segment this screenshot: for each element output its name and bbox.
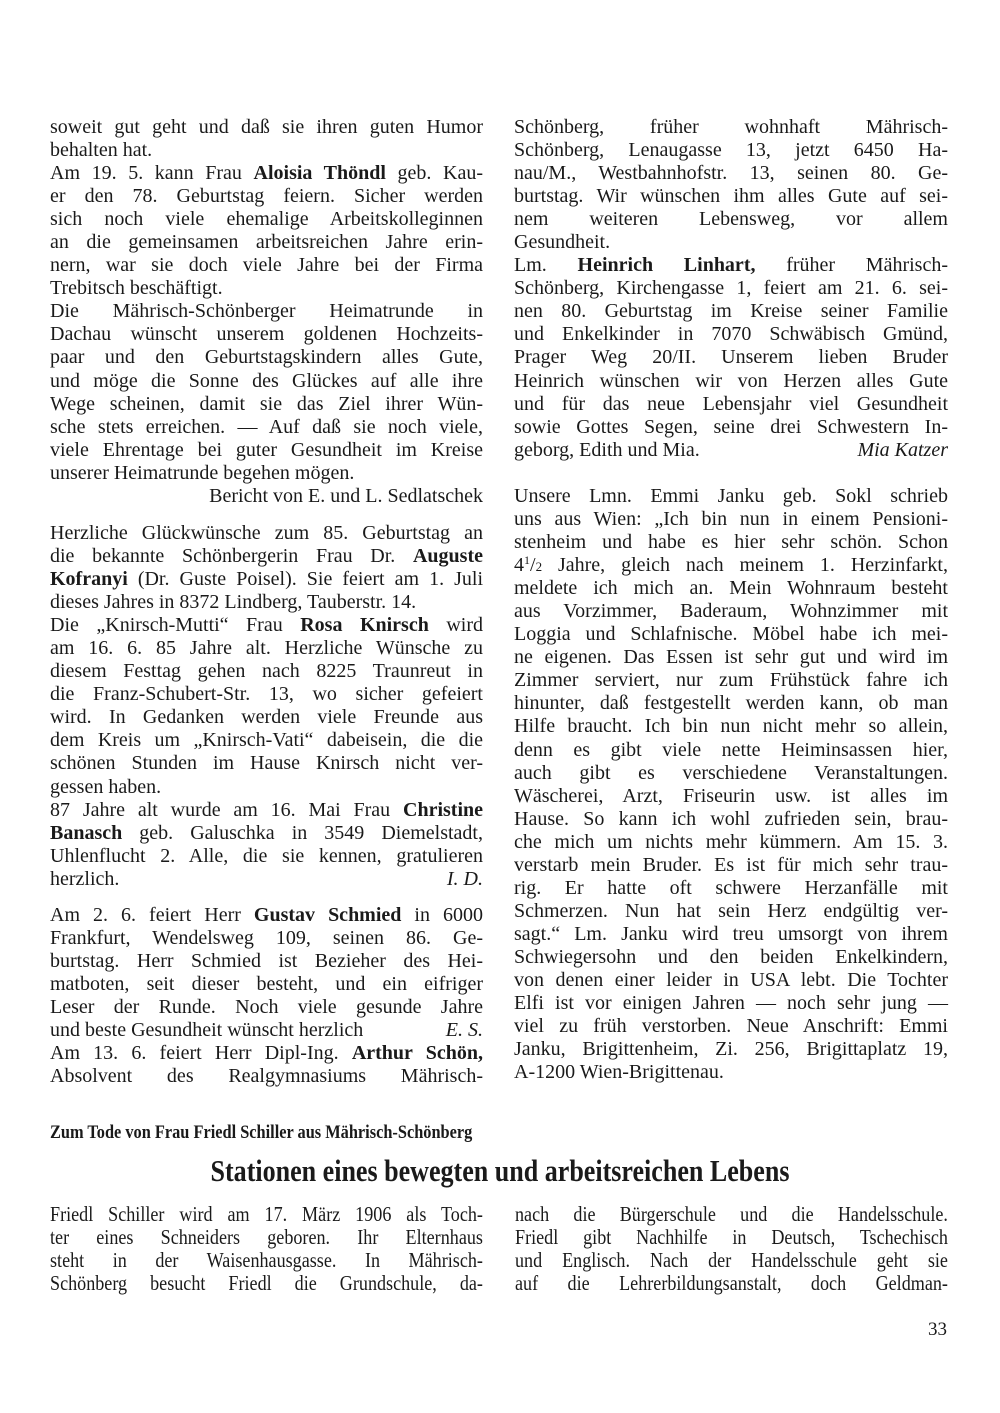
- text-segment: an die gemeinsamen arbeitsreichen Jahre erin-: [50, 231, 483, 254]
- paragraph: [50, 799, 483, 891]
- text-line: [514, 554, 948, 577]
- text-line: [514, 1061, 948, 1084]
- text-segment: 2: [535, 559, 543, 575]
- text-segment: paar und den Geburtstagskindern alles Gute,: [50, 346, 483, 369]
- text-line: [50, 904, 483, 927]
- text-line: [50, 660, 483, 683]
- text-line: [50, 568, 483, 591]
- text-line: [50, 323, 483, 346]
- text-segment: in 6000: [401, 904, 483, 926]
- text-line: [50, 116, 483, 139]
- text-segment: Lm.: [514, 254, 578, 277]
- text-segment: matboten, seit dieser besteht, und ein eifriger: [50, 973, 483, 996]
- author-signature: Mia Katzer: [857, 438, 948, 461]
- text-line: [514, 485, 948, 508]
- text-line: [50, 799, 483, 822]
- paragraph: [514, 116, 948, 254]
- text-line: [514, 139, 948, 162]
- text-line: [514, 854, 948, 877]
- text-line: [514, 439, 948, 462]
- text-segment: diesem Festtag gehen nach 8225 Traunreut in: [50, 660, 483, 683]
- text-segment: Hause. So kann ich wohl zufrieden sein, brau-: [514, 807, 948, 830]
- text-segment: die bekannte Schönbergerin Frau Dr.: [50, 545, 413, 568]
- article-title: Stationen eines bewegten und arbeitsreichen Lebens: [210, 1153, 790, 1188]
- text-segment: und für das neue Lebensjahr viel Gesundheit: [514, 392, 948, 415]
- text-segment: sagt.“ Lm. Janku wird treu umsorgt von ihrem: [514, 922, 948, 945]
- text-segment: Wege scheinen, damit sie das Ziel ihrer Wün-: [50, 392, 483, 415]
- text-line: [50, 254, 483, 277]
- text-segment: am 16. 6. 85 Jahre alt. Herzliche Wünsche zu: [50, 637, 483, 660]
- text-line: ter eines Schneiders geboren. Ihr Elternhaus: [50, 1225, 483, 1250]
- text-segment: aus Vorzimmer, Baderaum, Wohnzimmer mit: [514, 600, 948, 623]
- text-line: [50, 1019, 483, 1042]
- text-segment: Gesundheit.: [514, 231, 611, 254]
- text-line: [514, 623, 948, 646]
- text-segment: Dachau wünscht unserem goldenen Hochzeits-: [50, 323, 483, 346]
- text-line: [50, 185, 483, 208]
- text-line: [514, 393, 948, 416]
- text-segment: Leser der Runde. Noch viele gesunde Jahre: [50, 996, 483, 1019]
- text-line: [514, 785, 948, 808]
- text-segment: sich noch viele ehemalige Arbeitskolleginnen: [50, 208, 483, 231]
- text-segment: uns aus Wien: „Ich bin nun in einem Pensioni-: [514, 508, 948, 531]
- text-segment: 87 Jahre alt wurde am 16. Mai Frau: [50, 798, 403, 821]
- text-segment: Die „Knirsch-Mutti“ Frau: [50, 614, 301, 637]
- name-highlight: Aloisia Thöndl: [253, 162, 386, 185]
- text-segment: Trebitsch beschäftigt.: [50, 277, 223, 300]
- text-line: Friedl Schiller wird am 17. März 1906 als Toch-: [50, 1202, 483, 1226]
- text-line: auf die Lehrerbildungsanstalt, doch Geldman-: [515, 1271, 948, 1296]
- text-segment: che mich um nichts mehr kümmern. Am 15. 3.: [514, 830, 948, 853]
- paragraph: [514, 485, 948, 1084]
- text-line: [50, 522, 483, 545]
- left-column-block-3: [50, 904, 483, 1088]
- text-line: [514, 577, 948, 600]
- text-line: Schönberg besucht Friedl die Grundschule, da-: [50, 1271, 483, 1296]
- text-segment: Schwiegersohn und den beiden Enkelkindern,: [514, 945, 948, 968]
- text-line: [514, 646, 948, 669]
- text-segment: viel zu früh verstorben. Neue Anschrift: Emmi: [514, 1015, 948, 1038]
- page-number: 33: [928, 1319, 947, 1340]
- text-segment: nern, war sie doch viele Jahre bei der Firma: [50, 254, 483, 277]
- text-line: [50, 927, 483, 950]
- text-line: nach die Bürgerschule und die Handelsschule.: [515, 1202, 948, 1226]
- text-line: [514, 208, 948, 231]
- text-line: [50, 683, 483, 706]
- text-segment: Unsere Lmn. Emmi Janku geb. Sokl schrieb: [514, 485, 948, 507]
- text-segment: viele Ehrentage bei guter Gesundheit im Kreise: [50, 438, 483, 461]
- text-segment: Jahre, gleich nach meinem 1. Herzinfarkt,: [542, 554, 948, 577]
- text-segment: Bericht von E. und L. Sedlatschek: [209, 484, 483, 507]
- article-column-left: [50, 1203, 483, 1295]
- text-line: [514, 923, 948, 946]
- text-line: [514, 762, 948, 785]
- text-line: [50, 729, 483, 752]
- text-segment: gessen haben.: [50, 775, 162, 798]
- text-line: [514, 231, 948, 254]
- text-segment: nen 80. Geburtstag im Kreise seiner Familie: [514, 300, 948, 323]
- text-line: [50, 346, 483, 369]
- text-line: [514, 946, 948, 969]
- text-segment: und Enkelkinder in 7070 Schwäbisch Gmünd,: [514, 323, 948, 346]
- text-line: [50, 485, 483, 508]
- text-segment: Uhlenflucht 2. Alle, die sie kennen, gratulieren: [50, 844, 483, 867]
- text-segment: Loggia und Schlafnische. Möbel habe ich mei-: [514, 623, 948, 646]
- text-segment: 1: [524, 553, 530, 568]
- paragraph: [50, 614, 483, 798]
- text-line: [514, 669, 948, 692]
- text-segment: geb. Kau-: [385, 162, 483, 185]
- paragraph: [50, 904, 483, 1042]
- text-segment: er den 78. Geburtstag feiern. Sicher werden: [50, 185, 483, 208]
- text-line: [50, 973, 483, 996]
- text-line: [50, 277, 483, 300]
- text-line: [50, 614, 483, 637]
- text-segment: schönen Stunden im Hause Knirsch nicht ver-: [50, 752, 483, 775]
- text-line: [514, 739, 948, 762]
- text-line: [50, 591, 483, 614]
- text-line: [514, 416, 948, 439]
- text-line: [50, 462, 483, 485]
- text-segment: und beste Gesundheit wünscht herzlich: [50, 1019, 364, 1042]
- paragraph: [50, 162, 483, 300]
- text-segment: burtstag. Herr Schmied ist Bezieher des Hei-: [50, 950, 483, 973]
- text-segment: Absolvent des Realgymnasiums Mährisch-: [50, 1065, 483, 1088]
- author-signature: E. S.: [445, 1019, 483, 1042]
- text-segment: Schönberg, Lenaugasse 13, jetzt 6450 Ha-: [514, 139, 948, 162]
- text-line: [50, 439, 483, 462]
- text-segment: Heinrich wünschen wir von Herzen alles Gute: [514, 369, 948, 392]
- paragraph: [50, 1042, 483, 1088]
- text-segment: nau/M., Westbahnhofstr. 13, seinen 80. Ge-: [514, 162, 948, 185]
- name-highlight: Christine: [403, 798, 483, 821]
- text-segment: behalten hat.: [50, 139, 153, 162]
- left-column-block-2: [50, 522, 483, 891]
- text-segment: herzlich.: [50, 867, 120, 890]
- paragraph: [50, 522, 483, 614]
- text-line: [514, 531, 948, 554]
- text-segment: von denen einer leider in USA lebt. Die Tochter: [514, 968, 948, 991]
- text-segment: stenheim und habe es hier sehr schön. Schon: [514, 531, 948, 554]
- text-segment: früher Mährisch-: [755, 254, 948, 277]
- text-segment: A-1200 Wien-Brigittenau.: [514, 1061, 724, 1084]
- text-line: [50, 416, 483, 439]
- text-segment: verstarb mein Bruder. Es ist für mich sehr trau-: [514, 853, 948, 876]
- author-signature: I. D.: [446, 867, 483, 890]
- text-line: [50, 231, 483, 254]
- paragraph: [50, 485, 483, 508]
- text-line: [50, 393, 483, 416]
- text-segment: Frankfurt, Wendelsweg 109, seinen 86. Ge-: [50, 927, 483, 950]
- text-line: [514, 992, 948, 1015]
- text-segment: die Franz-Schubert-Str. 13, wo sicher gefeiert: [50, 683, 483, 706]
- text-segment: meldete ich mich an. Mein Wohnraum besteht: [514, 577, 948, 600]
- text-line: [50, 845, 483, 868]
- text-segment: denn es gibt viele nette Heiminsassen hier,: [514, 738, 948, 761]
- name-highlight: Gustav Schmied: [253, 904, 402, 926]
- text-segment: 4: [514, 554, 524, 577]
- text-line: [514, 1038, 948, 1061]
- text-line: [514, 277, 948, 300]
- name-highlight: Banasch: [50, 821, 123, 844]
- text-line: [514, 600, 948, 623]
- text-segment: Zimmer serviert, nur zum Frühstück fahre ich: [514, 669, 948, 692]
- name-highlight: Auguste: [412, 545, 483, 568]
- text-line: [50, 996, 483, 1019]
- text-segment: rig. Er hatte oft schwere Herzanfälle mit: [514, 876, 948, 899]
- text-segment: Schönberg, Kirchengasse 1, feiert am 21. 6. sei-: [514, 277, 948, 300]
- name-highlight: Heinrich Linhart,: [577, 254, 756, 277]
- text-segment: burtstag. Wir wünschen ihm alles Gute auf sei-: [514, 185, 948, 208]
- text-segment: Herzliche Glückwünsche zum 85. Geburtstag an: [50, 522, 483, 544]
- text-segment: dem Kreis um „Knirsch-Vati“ dabeisein, die die: [50, 729, 483, 752]
- text-segment: Elfi ist vor einigen Jahren — noch sehr jung —: [514, 992, 948, 1015]
- text-segment: (Dr. Guste Poisel). Sie feiert am 1. Juli: [127, 568, 483, 591]
- text-segment: geborg, Edith und Mia.: [514, 438, 700, 461]
- text-line: [514, 323, 948, 346]
- text-segment: wird: [428, 614, 483, 637]
- text-line: [514, 116, 948, 139]
- name-highlight: Arthur Schön,: [351, 1042, 483, 1065]
- text-line: [50, 1042, 483, 1065]
- text-line: [50, 637, 483, 660]
- text-line: [514, 969, 948, 992]
- name-highlight: Kofranyi: [50, 568, 128, 591]
- text-line: [514, 715, 948, 738]
- text-segment: Am 19. 5. kann Frau: [50, 162, 254, 185]
- text-line: [50, 1065, 483, 1088]
- text-segment: Hilfe braucht. Ich bin nun nicht mehr so allein,: [514, 715, 948, 738]
- right-column-block-1: [514, 116, 948, 462]
- article-column-right: [515, 1203, 948, 1295]
- text-line: [50, 208, 483, 231]
- text-segment: soweit gut geht und daß sie ihren guten Humor: [50, 116, 483, 138]
- text-line: [50, 300, 483, 323]
- text-line: [50, 370, 483, 393]
- text-line: [514, 1015, 948, 1038]
- text-line: steht in der Waisenhausgasse. In Mährisch-: [50, 1248, 483, 1273]
- text-segment: hinunter, daß festgestellt werden kann, ob man: [514, 692, 948, 715]
- text-segment: Schmerzen. Nun hat sein Herz endgültig ver-: [514, 899, 948, 922]
- text-line: [514, 300, 948, 323]
- paragraph: [50, 116, 483, 162]
- text-line: [514, 508, 948, 531]
- text-segment: Die Mährisch-Schönberger Heimatrunde in: [50, 300, 483, 323]
- text-segment: nem weiteren Lebensweg, vor allem: [514, 208, 948, 231]
- right-column-block-2: [514, 485, 948, 1084]
- text-line: [50, 162, 483, 185]
- text-segment: sowie Gottes Segen, seine drei Schwestern In-: [514, 415, 948, 438]
- text-segment: Prager Weg 20/II. Unserem lieben Bruder: [514, 346, 948, 369]
- text-line: [514, 254, 948, 277]
- text-line: [514, 346, 948, 369]
- text-line: [514, 370, 948, 393]
- text-line: [50, 950, 483, 973]
- text-segment: und möge die Sonne des Glückes auf alle ihre: [50, 369, 483, 392]
- text-line: [514, 831, 948, 854]
- text-line: [514, 808, 948, 831]
- text-line: Friedl gibt Nachhilfe in Deutsch, Tschechisch: [515, 1225, 948, 1250]
- article-kicker: Zum Tode von Frau Friedl Schiller aus Mährisch-Schönberg: [50, 1122, 473, 1143]
- text-segment: Janku, Brigittenheim, Zi. 256, Brigittaplatz 19,: [514, 1038, 948, 1061]
- paragraph: [50, 300, 483, 484]
- text-segment: Am 2. 6. feiert Herr: [50, 904, 254, 926]
- left-column-block-1: [50, 116, 483, 508]
- text-line: [50, 139, 483, 162]
- text-segment: sche stets erreichen. — Auf daß sie noch viele,: [50, 415, 483, 438]
- paragraph: [514, 254, 948, 461]
- text-line: [514, 185, 948, 208]
- text-segment: auch gibt es verschiedene Veranstaltungen.: [514, 761, 948, 784]
- text-segment: Schönberg, früher wohnhaft Mährisch-: [514, 116, 948, 138]
- text-segment: Wäscherei, Arzt, Friseurin usw. ist alles im: [514, 784, 948, 807]
- text-line: [514, 692, 948, 715]
- text-segment: ne eigenen. Das Essen ist sehr gut und wird im: [514, 646, 948, 669]
- text-line: [50, 706, 483, 729]
- text-segment: wird. In Gedanken werden viele Freunde aus: [50, 706, 483, 729]
- text-line: [514, 162, 948, 185]
- name-highlight: Rosa Knirsch: [300, 614, 429, 637]
- text-segment: unserer Heimatrunde begehen mögen.: [50, 461, 355, 484]
- text-segment: dieses Jahres in 8372 Lindberg, Tauberstr. 14.: [50, 591, 417, 614]
- text-line: [50, 776, 483, 799]
- text-line: und Englisch. Nach der Handelsschule geht sie: [515, 1248, 948, 1273]
- text-segment: geb. Galuschka in 3549 Diemelstadt,: [122, 821, 483, 844]
- text-line: [50, 545, 483, 568]
- text-line: [50, 822, 483, 845]
- text-segment: Am 13. 6. feiert Herr Dipl-Ing.: [50, 1042, 352, 1065]
- text-line: [50, 752, 483, 775]
- text-line: [514, 877, 948, 900]
- text-line: [50, 868, 483, 891]
- text-segment: /: [530, 554, 536, 577]
- text-line: [514, 900, 948, 923]
